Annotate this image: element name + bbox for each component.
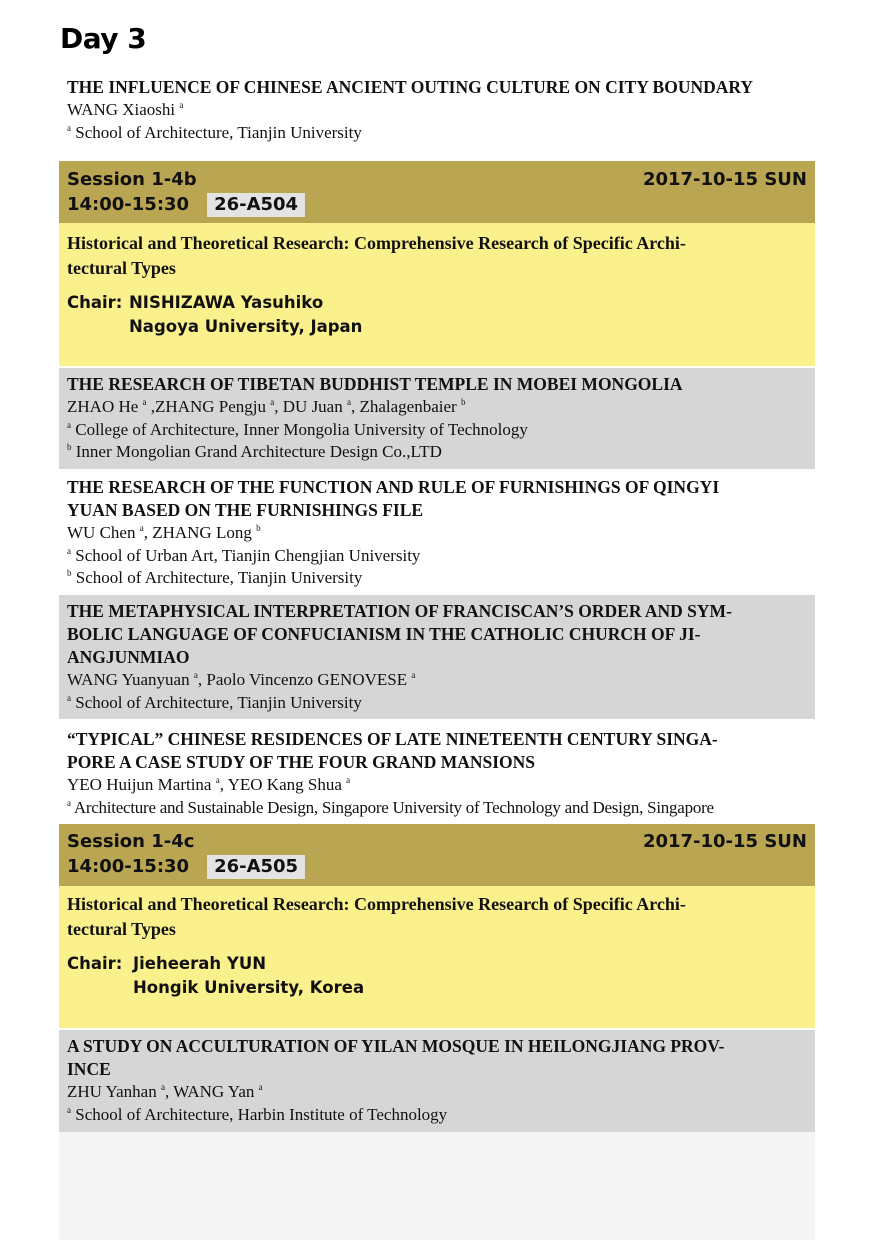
author-name: WANG Yan (173, 1082, 255, 1101)
paper-title-line: YUAN BASED ON THE FURNISHINGS FILE (67, 500, 424, 520)
session-label: Session 1-4c (67, 831, 195, 852)
author-name: WU Chen (67, 523, 136, 542)
paper-title-line: PORE A CASE STUDY OF THE FOUR GRAND MANSIONS (67, 752, 536, 772)
author-sup: a (215, 775, 220, 785)
day-title: Day 3 (60, 22, 147, 55)
paper-title-line: THE METAPHYSICAL INTERPRETATION OF FRANCISCAN’S ORDER AND SYM- (67, 601, 732, 621)
paper-title-line: A STUDY ON ACCULTURATION OF YILAN MOSQUE IN HEILONGJIANG PROV- (67, 1036, 725, 1056)
author-sup: b (460, 397, 466, 407)
paper-entry (59, 726, 815, 822)
session-time: 14:00-15:30 (67, 856, 190, 877)
topic-title-line-1: Historical and Theoretical Research: Comprehensive Research of Specific Archi- (67, 894, 686, 914)
paper-affiliation (67, 797, 807, 820)
author-separator: , (219, 775, 228, 794)
author-sup: a (160, 1082, 165, 1092)
author-name: DU Juan (282, 397, 343, 416)
author-sup: a (411, 670, 416, 680)
paper-affiliation (67, 545, 807, 568)
author-sup: a (142, 397, 147, 407)
author-sup: a (139, 523, 144, 533)
author-separator: , (274, 397, 283, 416)
paper-authors (67, 774, 807, 797)
session-date: 2017-10-15 SUN (642, 169, 807, 190)
author-name: Paolo Vincenzo GENOVESE (206, 670, 408, 689)
session-header (59, 161, 815, 223)
topic-title-line-2: tectural Types (67, 258, 176, 278)
paper-entry (59, 472, 815, 592)
session-topic (59, 886, 815, 1028)
author-name: WANG Xiaoshi (67, 100, 176, 119)
session-topic (59, 223, 815, 366)
author-sup: a (270, 397, 275, 407)
paper-authors (67, 669, 807, 692)
paper-title-line: BOLIC LANGUAGE OF CONFUCIANISM IN THE CATHOLIC CHURCH OF JI- (67, 624, 701, 644)
affiliation-text: Architecture and Sustainable Design, Singapore University of Technology and Design, Singapore (73, 797, 714, 817)
paper-title-line: INCE (67, 1059, 111, 1079)
paper-entry (59, 368, 815, 469)
author-sup: b (256, 523, 261, 533)
affiliation-sup: b (67, 442, 72, 452)
author-separator: , (197, 670, 207, 689)
affiliation-text: School of Urban Art, Tianjin Chengjian University (75, 545, 421, 565)
paper-affiliation (67, 692, 807, 715)
intro-paper (59, 74, 815, 152)
chair-label: Chair: (67, 954, 123, 973)
room-badge: 26-A505 (207, 855, 305, 879)
author-sup: a (258, 1082, 263, 1092)
affiliation-sup: a (67, 545, 71, 556)
session-header (59, 824, 815, 886)
topic-title-line-1: Historical and Theoretical Research: Comprehensive Research of Specific Archi- (67, 233, 686, 253)
author-sup: a (346, 775, 351, 785)
author-name: YEO Huijun Martina (67, 775, 212, 794)
affiliation-text: School of Architecture, Tianjin University (75, 122, 362, 142)
affiliation-sup: a (67, 419, 71, 430)
chair-label: Chair: (67, 293, 123, 312)
affiliation-text: School of Architecture, Harbin Institute of Technology (75, 1104, 448, 1124)
paper-entry (59, 595, 815, 719)
author-sup: a (179, 100, 184, 110)
paper-affiliation (67, 419, 807, 442)
chair-affiliation: Hongik University, Korea (133, 978, 365, 997)
paper-title: THE INFLUENCE OF CHINESE ANCIENT OUTING CULTURE ON CITY BOUNDARY (67, 77, 754, 97)
author-sup: a (346, 397, 351, 407)
chair-affiliation: Nagoya University, Japan (129, 317, 363, 336)
paper-affiliation (67, 567, 807, 590)
affiliation-sup: b (67, 568, 72, 578)
chair-name: Jieheerah YUN (133, 954, 267, 973)
affiliation-sup: a (67, 797, 71, 808)
author-name: ZHU Yanhan (67, 1082, 157, 1101)
session-label: Session 1-4b (67, 169, 197, 190)
paper-authors (67, 99, 807, 122)
paper-authors (67, 522, 807, 545)
paper-affiliation (67, 1104, 807, 1127)
session-time: 14:00-15:30 (67, 194, 190, 215)
author-separator: , (164, 1082, 174, 1101)
affiliation-sup: a (67, 692, 71, 703)
paper-title-line: THE RESEARCH OF THE FUNCTION AND RULE OF FURNISHINGS OF QINGYI (67, 477, 720, 497)
session-date: 2017-10-15 SUN (642, 831, 807, 852)
paper-title-line: “TYPICAL” CHINESE RESIDENCES OF LATE NINETEENTH CENTURY SINGA- (67, 729, 718, 749)
chair (67, 291, 807, 339)
affiliation-text: School of Architecture, Tianjin University (75, 692, 362, 712)
paper-title-line: ANGJUNMIAO (67, 647, 190, 667)
author-name: Zhalagenbaier (359, 397, 457, 416)
paper-title: THE RESEARCH OF TIBETAN BUDDHIST TEMPLE IN MOBEI MONGOLIA (67, 374, 683, 394)
affiliation-sup: a (67, 1104, 71, 1115)
paper-entry (59, 1030, 815, 1132)
author-name: WANG Yuanyuan (67, 670, 190, 689)
affiliation-text: School of Architecture, Tianjin University (75, 568, 363, 587)
author-separator: , (143, 523, 153, 542)
author-name: YEO Kang Shua (227, 775, 342, 794)
topic-title-line-2: tectural Types (67, 919, 176, 939)
affiliation-sup: a (67, 122, 71, 133)
author-name: ZHAO He (67, 397, 139, 416)
paper-affiliation (67, 122, 807, 145)
author-separator: , (350, 397, 360, 416)
author-sup: a (193, 670, 198, 680)
paper-authors (67, 396, 807, 419)
blank-continuation-area (59, 1132, 815, 1240)
paper-affiliation (67, 441, 807, 464)
affiliation-text: College of Architecture, Inner Mongolia University of Technology (75, 419, 528, 439)
room-badge: 26-A504 (207, 193, 305, 217)
chair (67, 952, 807, 1000)
author-name: ZHANG Pengju (155, 397, 267, 416)
author-separator: , (146, 397, 156, 416)
paper-authors (67, 1081, 807, 1104)
affiliation-text: Inner Mongolian Grand Architecture Design Co.,LTD (75, 442, 442, 461)
author-name: ZHANG Long (152, 523, 252, 542)
chair-name: NISHIZAWA Yasuhiko (129, 293, 324, 312)
